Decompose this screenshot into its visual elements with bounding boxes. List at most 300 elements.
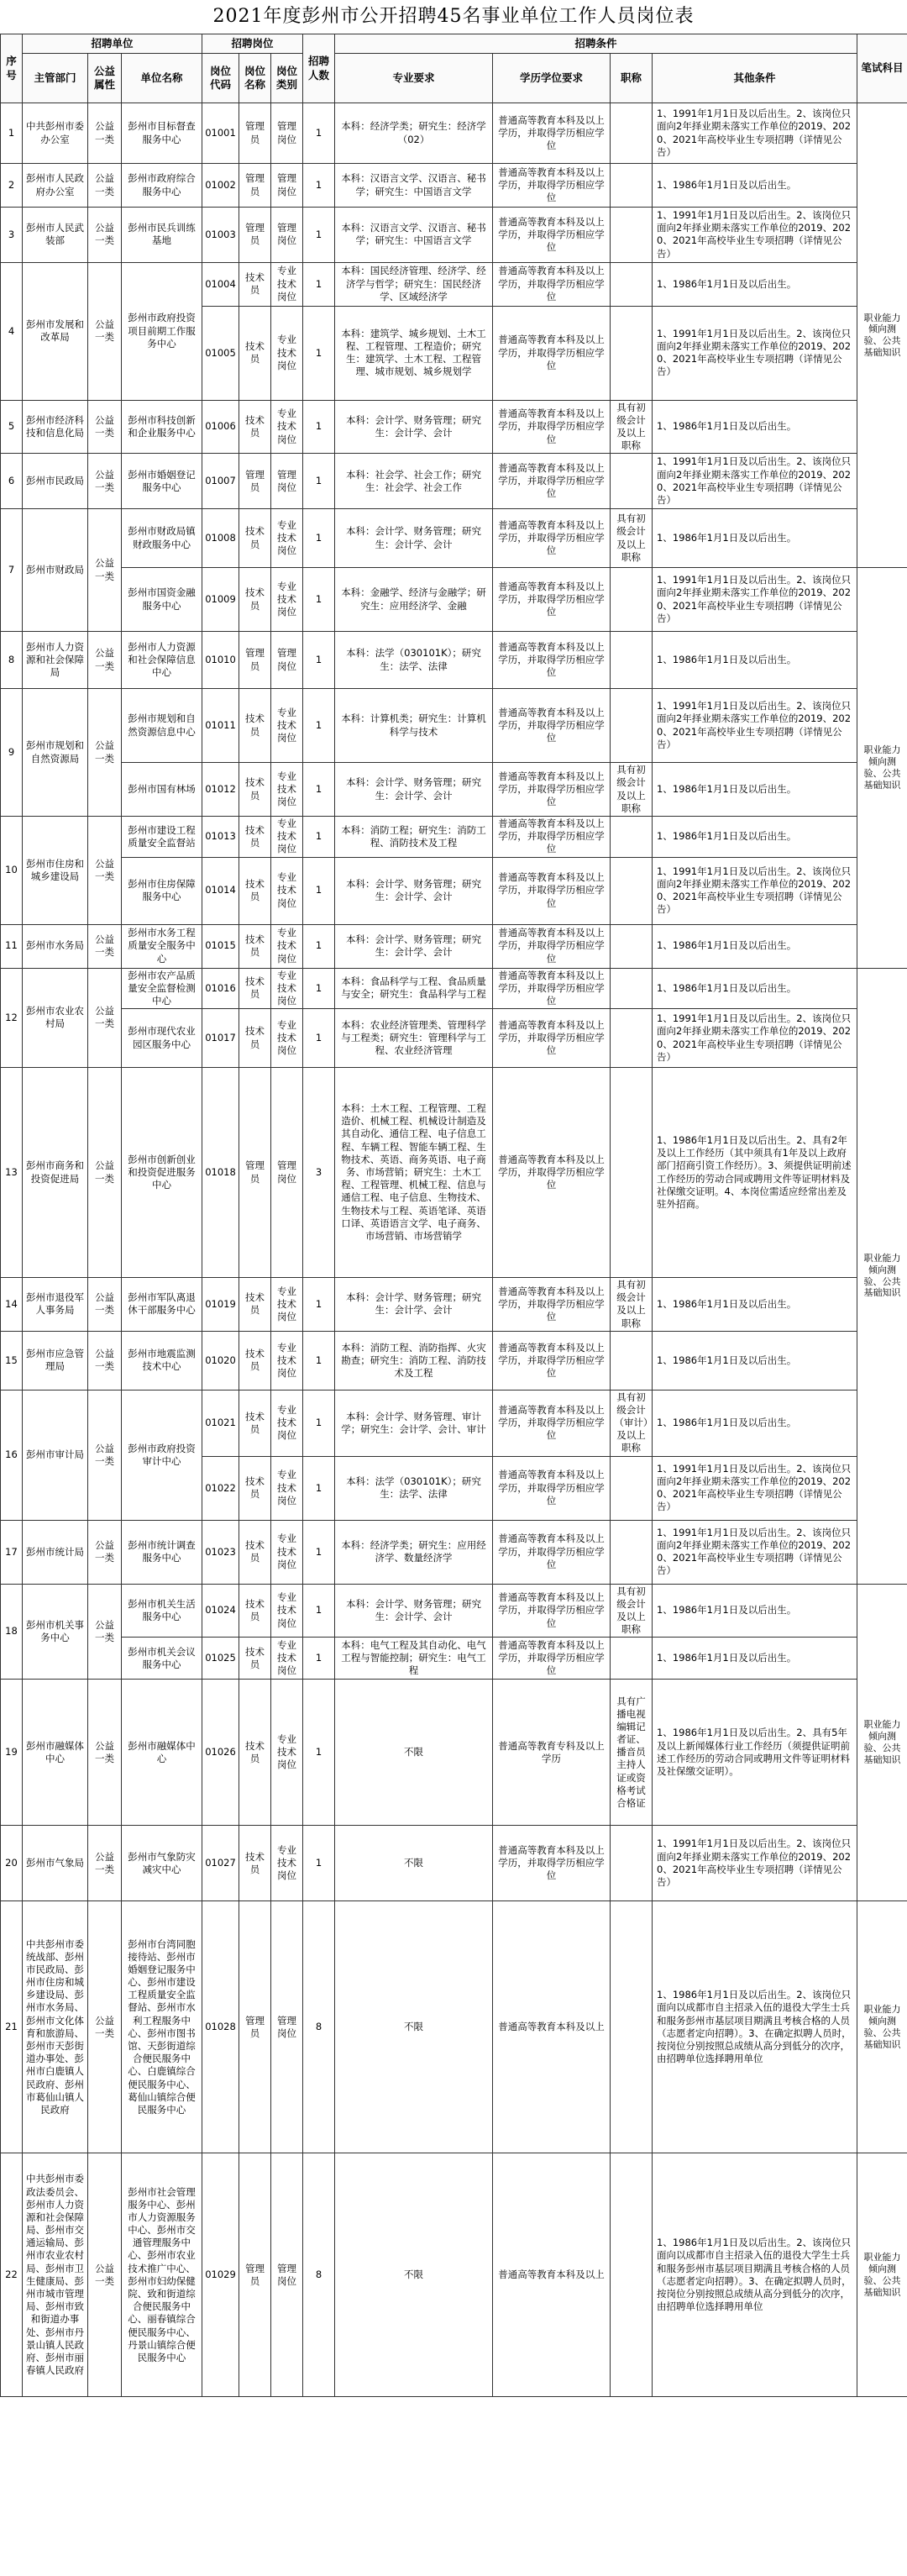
header-other: 其他条件 — [653, 54, 857, 103]
post-name-cell: 技术员 — [239, 568, 271, 632]
title-cell — [611, 1068, 653, 1278]
count-cell: 1 — [303, 1331, 335, 1390]
count-cell: 1 — [303, 924, 335, 968]
nature-cell: 公益一类 — [88, 817, 122, 925]
header-seq: 序号 — [1, 34, 23, 103]
title-cell — [611, 1901, 653, 2153]
count-cell: 1 — [303, 568, 335, 632]
post-code-cell: 01011 — [202, 689, 239, 763]
post-name-cell: 技术员 — [239, 689, 271, 763]
post-name-cell: 技术员 — [239, 1009, 271, 1068]
major-cell: 本科：经济学类；研究生：应用经济学、数量经济学 — [335, 1520, 493, 1584]
table-row — [1, 1584, 907, 1638]
recruitment-table — [0, 34, 907, 2397]
post-name-cell: 技术员 — [239, 763, 271, 817]
post-code-cell: 01006 — [202, 400, 239, 454]
other-cell: 1、1986年1月1日及以后出生。 — [653, 968, 857, 1009]
nature-cell: 公益一类 — [88, 262, 122, 400]
post-code-cell: 01009 — [202, 568, 239, 632]
post-type-cell: 专业技术岗位 — [271, 568, 303, 632]
post-name-cell: 技术员 — [239, 1680, 271, 1826]
nature-cell: 公益一类 — [88, 400, 122, 454]
seq-cell: 4 — [1, 262, 23, 400]
other-cell: 1、1986年1月1日及以后出生。 — [653, 164, 857, 208]
edu-cell: 普通高等教育本科及以上学历，并取得学历相应学位 — [493, 1390, 611, 1456]
table-row — [1, 568, 907, 632]
dept-cell: 中共彭州市委政法委员会、彭州市人力资源和社会保障局、彭州市交通运输局、彭州市农业农村局、彭州市卫生健康局、彭州市城市管理局、彭州市致和街道办事处、彭州市丹景山镇人民政府、彭州市丽春镇人民政府 — [23, 2153, 88, 2397]
count-cell: 1 — [303, 454, 335, 509]
edu-cell: 普通高等教育本科及以上学历，并取得学历相应学位 — [493, 924, 611, 968]
post-type-cell: 专业技术岗位 — [271, 306, 303, 400]
seq-cell: 14 — [1, 1278, 23, 1332]
dept-cell: 中共彭州市委办公室 — [23, 103, 88, 164]
unit-cell: 彭州市民兵训练基地 — [122, 208, 202, 263]
title-cell — [611, 262, 653, 306]
table-row — [1, 1068, 907, 1278]
dept-cell: 彭州市机关事务中心 — [23, 1584, 88, 1680]
seq-cell: 2 — [1, 164, 23, 208]
title-cell — [611, 1520, 653, 1584]
seq-cell: 22 — [1, 2153, 23, 2397]
unit-cell: 彭州市目标督查服务中心 — [122, 103, 202, 164]
post-name-cell: 技术员 — [239, 1331, 271, 1390]
edu-cell: 普通高等教育本科及以上学历，并取得学历相应学位 — [493, 1826, 611, 1901]
count-cell: 1 — [303, 509, 335, 568]
table-row — [1, 924, 907, 968]
unit-cell: 彭州市国资金融服务中心 — [122, 568, 202, 632]
title-cell — [611, 208, 653, 263]
count-cell: 3 — [303, 1068, 335, 1278]
unit-cell: 彭州市规划和自然资源信息中心 — [122, 689, 202, 763]
unit-cell: 彭州市军队离退休干部服务中心 — [122, 1278, 202, 1332]
table-row — [1, 1680, 907, 1826]
table-row — [1, 2153, 907, 2397]
count-cell: 1 — [303, 1278, 335, 1332]
nature-cell: 公益一类 — [88, 1520, 122, 1584]
unit-cell: 彭州市人力资源和社会保障信息中心 — [122, 632, 202, 689]
post-type-cell: 专业技术岗位 — [271, 1584, 303, 1638]
post-name-cell: 技术员 — [239, 1456, 271, 1520]
header-exam: 笔试科目 — [857, 34, 907, 103]
dept-cell: 彭州市应急管理局 — [23, 1331, 88, 1390]
nature-cell: 公益一类 — [88, 1584, 122, 1680]
table-row — [1, 1390, 907, 1456]
count-cell: 1 — [303, 689, 335, 763]
post-code-cell: 01019 — [202, 1278, 239, 1332]
major-cell: 本科：计算机类；研究生：计算机科学与技术 — [335, 689, 493, 763]
edu-cell: 普通高等教育本科及以上学历，并取得学历相应学位 — [493, 817, 611, 858]
dept-cell: 彭州市农业农村局 — [23, 968, 88, 1068]
post-type-cell: 管理岗位 — [271, 1068, 303, 1278]
table-row — [1, 1009, 907, 1068]
post-code-cell: 01023 — [202, 1520, 239, 1584]
post-code-cell: 01015 — [202, 924, 239, 968]
edu-cell: 普通高等教育本科及以上学历，并取得学历相应学位 — [493, 1068, 611, 1278]
table-row — [1, 763, 907, 817]
exam-cell: 职业能力倾向测验、公共基础知识 — [857, 968, 907, 1584]
post-code-cell: 01007 — [202, 454, 239, 509]
unit-cell: 彭州市政府投资审计中心 — [122, 1390, 202, 1520]
unit-cell: 彭州市机关生活服务中心 — [122, 1584, 202, 1638]
major-cell: 本科：食品科学与工程、食品质量与安全；研究生：食品科学与工程 — [335, 968, 493, 1009]
post-type-cell: 管理岗位 — [271, 2153, 303, 2397]
post-code-cell: 01017 — [202, 1009, 239, 1068]
title-cell — [611, 1009, 653, 1068]
dept-cell: 彭州市发展和改革局 — [23, 262, 88, 400]
unit-cell: 彭州市政府投资项目前期工作服务中心 — [122, 262, 202, 400]
post-name-cell: 管理员 — [239, 103, 271, 164]
edu-cell: 普通高等教育本科及以上学历，并取得学历相应学位 — [493, 509, 611, 568]
other-cell: 1、1991年1月1日及以后出生。2、该岗位只面向2年择业期未落实工作单位的2019、2020、2021年高校毕业生专项招聘（详情见公告） — [653, 568, 857, 632]
table-row — [1, 103, 907, 164]
title-cell — [611, 632, 653, 689]
other-cell: 1、1991年1月1日及以后出生。2、该岗位只面向2年择业期未落实工作单位的2019、2020、2021年高校毕业生专项招聘（详情见公告） — [653, 208, 857, 263]
count-cell: 1 — [303, 306, 335, 400]
post-code-cell: 01022 — [202, 1456, 239, 1520]
nature-cell: 公益一类 — [88, 632, 122, 689]
header-conditions: 招聘条件 — [335, 34, 857, 54]
nature-cell: 公益一类 — [88, 208, 122, 263]
unit-cell: 彭州市建设工程质量安全监督站 — [122, 817, 202, 858]
dept-cell: 彭州市统计局 — [23, 1520, 88, 1584]
seq-cell: 19 — [1, 1680, 23, 1826]
major-cell: 本科：会计学、财务管理、审计学；研究生：会计学、会计、审计 — [335, 1390, 493, 1456]
major-cell: 本科：社会学、社会工作；研究生：社会学、社会工作 — [335, 454, 493, 509]
edu-cell: 普通高等教育本科及以上学历，并取得学历相应学位 — [493, 1638, 611, 1680]
other-cell: 1、1986年1月1日及以后出生。2、该岗位只面向以成都市自主招录入伍的退役大学生士兵和服务彭州市基层项目期满且考核合格的人员（志愿者定向招聘）。3、在确定拟聘人员时，按岗位分别按照总成绩从高分到低分的次序，由招聘单位选择聘用单位 — [653, 1901, 857, 2153]
post-code-cell: 01003 — [202, 208, 239, 263]
unit-cell: 彭州市地震监测技术中心 — [122, 1331, 202, 1390]
post-code-cell: 01021 — [202, 1390, 239, 1456]
post-type-cell: 专业技术岗位 — [271, 924, 303, 968]
edu-cell: 普通高等教育本科及以上学历，并取得学历相应学位 — [493, 164, 611, 208]
header-edu: 学历学位要求 — [493, 54, 611, 103]
other-cell: 1、1986年1月1日及以后出生。2、具有5年及以上新闻媒体行业工作经历（须提供证明前述工作经历的劳动合同或聘用文件等证明材料及社保缴交证明）。 — [653, 1680, 857, 1826]
post-code-cell: 01016 — [202, 968, 239, 1009]
post-code-cell: 01018 — [202, 1068, 239, 1278]
post-name-cell: 管理员 — [239, 632, 271, 689]
title-cell — [611, 568, 653, 632]
major-cell: 本科：经济学类；研究生：经济学（02） — [335, 103, 493, 164]
post-type-cell: 管理岗位 — [271, 1901, 303, 2153]
other-cell: 1、1991年1月1日及以后出生。2、该岗位只面向2年择业期未落实工作单位的2019、2020、2021年高校毕业生专项招聘（详情见公告） — [653, 689, 857, 763]
dept-cell: 彭州市规划和自然资源局 — [23, 689, 88, 817]
header-major: 专业要求 — [335, 54, 493, 103]
post-name-cell: 技术员 — [239, 306, 271, 400]
post-code-cell: 01020 — [202, 1331, 239, 1390]
other-cell: 1、1991年1月1日及以后出生。2、该岗位只面向2年择业期未落实工作单位的2019、2020、2021年高校毕业生专项招聘（详情见公告） — [653, 857, 857, 924]
table-body — [1, 103, 907, 2397]
exam-cell: 职业能力倾向测验、公共基础知识 — [857, 1584, 907, 1901]
count-cell: 1 — [303, 763, 335, 817]
header-count: 招聘人数 — [303, 34, 335, 103]
edu-cell: 普通高等教育本科及以上 — [493, 1901, 611, 2153]
title-cell: 具有广播电视编辑记者证、播音员主持人证或资格考试合格证 — [611, 1680, 653, 1826]
major-cell: 本科：会计学、财务管理；研究生：会计学、会计 — [335, 1278, 493, 1332]
seq-cell: 17 — [1, 1520, 23, 1584]
table-row — [1, 1331, 907, 1390]
exam-cell: 职业能力倾向测验、公共基础知识 — [857, 2153, 907, 2397]
dept-cell: 彭州市水务局 — [23, 924, 88, 968]
seq-cell: 21 — [1, 1901, 23, 2153]
table-row — [1, 632, 907, 689]
other-cell: 1、1986年1月1日及以后出生。 — [653, 262, 857, 306]
other-cell: 1、1986年1月1日及以后出生。 — [653, 509, 857, 568]
post-code-cell: 01008 — [202, 509, 239, 568]
count-cell: 1 — [303, 164, 335, 208]
major-cell: 本科：土木工程、工程管理、工程造价、机械工程、机械设计制造及其自动化、通信工程、电子信息工程、车辆工程、智能车辆工程、生物技术、英语、商务英语、电子商务、市场营销；研究生：土木工程、工程管理、机械工程、信息与通信工程、电子信息、生物技术、生物技术与工程、英语笔译、英语口译、英语语言文学、电子商务、市场营销、市场营销学 — [335, 1068, 493, 1278]
major-cell: 本科：农业经济管理类、管理科学与工程类；研究生：管理科学与工程、农业经济管理 — [335, 1009, 493, 1068]
table-row — [1, 454, 907, 509]
post-type-cell: 管理岗位 — [271, 103, 303, 164]
count-cell: 1 — [303, 1826, 335, 1901]
dept-cell: 彭州市退役军人事务局 — [23, 1278, 88, 1332]
other-cell: 1、1986年1月1日及以后出生。 — [653, 1638, 857, 1680]
post-type-cell: 专业技术岗位 — [271, 1009, 303, 1068]
post-code-cell: 01026 — [202, 1680, 239, 1826]
table-row — [1, 968, 907, 1009]
unit-cell: 彭州市融媒体中心 — [122, 1680, 202, 1826]
title-cell — [611, 454, 653, 509]
edu-cell: 普通高等教育本科及以上学历，并取得学历相应学位 — [493, 568, 611, 632]
page-title: 2021年度彭州市公开招聘45名事业单位工作人员岗位表 — [212, 6, 695, 27]
post-name-cell: 管理员 — [239, 1901, 271, 2153]
count-cell: 1 — [303, 1638, 335, 1680]
unit-cell: 彭州市农产品质量安全监督检测中心 — [122, 968, 202, 1009]
edu-cell: 普通高等教育本科及以上学历，并取得学历相应学位 — [493, 968, 611, 1009]
title-cell: 具有初级会计及以上职称 — [611, 509, 653, 568]
dept-cell: 彭州市融媒体中心 — [23, 1680, 88, 1826]
post-name-cell: 技术员 — [239, 1826, 271, 1901]
other-cell: 1、1986年1月1日及以后出生。 — [653, 924, 857, 968]
major-cell: 不限 — [335, 1826, 493, 1901]
post-code-cell: 01004 — [202, 262, 239, 306]
seq-cell: 13 — [1, 1068, 23, 1278]
post-name-cell: 技术员 — [239, 262, 271, 306]
post-code-cell: 01002 — [202, 164, 239, 208]
table-row — [1, 857, 907, 924]
post-code-cell: 01014 — [202, 857, 239, 924]
post-name-cell: 技术员 — [239, 1520, 271, 1584]
dept-cell: 彭州市审计局 — [23, 1390, 88, 1520]
nature-cell: 公益一类 — [88, 509, 122, 632]
other-cell: 1、1991年1月1日及以后出生。2、该岗位只面向2年择业期未落实工作单位的2019、2020、2021年高校毕业生专项招聘（详情见公告） — [653, 1009, 857, 1068]
major-cell: 本科：会计学、财务管理；研究生：会计学、会计 — [335, 509, 493, 568]
title-cell — [611, 924, 653, 968]
post-name-cell: 管理员 — [239, 1068, 271, 1278]
post-code-cell: 01001 — [202, 103, 239, 164]
unit-cell: 彭州市现代农业园区服务中心 — [122, 1009, 202, 1068]
major-cell: 本科：会计学、财务管理；研究生：会计学、会计 — [335, 857, 493, 924]
count-cell: 1 — [303, 817, 335, 858]
post-code-cell: 01010 — [202, 632, 239, 689]
post-type-cell: 专业技术岗位 — [271, 400, 303, 454]
seq-cell: 6 — [1, 454, 23, 509]
post-code-cell: 01013 — [202, 817, 239, 858]
post-type-cell: 专业技术岗位 — [271, 1638, 303, 1680]
post-type-cell: 专业技术岗位 — [271, 857, 303, 924]
title-cell: 具有初级会计（审计）及以上职称 — [611, 1390, 653, 1456]
header-nature: 公益属性 — [88, 54, 122, 103]
post-name-cell: 技术员 — [239, 817, 271, 858]
header-dept: 主管部门 — [23, 54, 88, 103]
major-cell: 本科：金融学、经济与金融学；研究生：应用经济学、金融 — [335, 568, 493, 632]
post-name-cell: 管理员 — [239, 454, 271, 509]
unit-cell: 彭州市水务工程质量安全服务中心 — [122, 924, 202, 968]
header-post-name: 岗位名称 — [239, 54, 271, 103]
title-cell — [611, 1456, 653, 1520]
count-cell: 8 — [303, 2153, 335, 2397]
dept-cell: 彭州市住房和城乡建设局 — [23, 817, 88, 925]
dept-cell: 彭州市人民政府办公室 — [23, 164, 88, 208]
other-cell: 1、1991年1月1日及以后出生。2、该岗位只面向2年择业期未落实工作单位的2019、2020、2021年高校毕业生专项招聘（详情见公告） — [653, 454, 857, 509]
count-cell: 1 — [303, 208, 335, 263]
unit-cell: 彭州市科技创新和企业服务中心 — [122, 400, 202, 454]
unit-cell: 彭州市财政局镇财政服务中心 — [122, 509, 202, 568]
post-type-cell: 专业技术岗位 — [271, 763, 303, 817]
seq-cell: 15 — [1, 1331, 23, 1390]
major-cell: 本科：法学（030101K）；研究生：法学、法律 — [335, 632, 493, 689]
count-cell: 1 — [303, 103, 335, 164]
title-cell — [611, 164, 653, 208]
count-cell: 1 — [303, 262, 335, 306]
count-cell: 1 — [303, 1584, 335, 1638]
edu-cell: 普通高等教育本科及以上学历，并取得学历相应学位 — [493, 689, 611, 763]
dept-cell: 彭州市气象局 — [23, 1826, 88, 1901]
title-cell: 具有初级会计及以上职称 — [611, 1278, 653, 1332]
post-name-cell: 技术员 — [239, 968, 271, 1009]
nature-cell: 公益一类 — [88, 1331, 122, 1390]
other-cell: 1、1991年1月1日及以后出生。2、该岗位只面向2年择业期未落实工作单位的2019、2020、2021年高校毕业生专项招聘（详情见公告） — [653, 306, 857, 400]
seq-cell: 3 — [1, 208, 23, 263]
nature-cell: 公益一类 — [88, 1278, 122, 1332]
unit-cell: 彭州市台湾同胞接待站、彭州市婚姻登记服务中心、彭州市建设工程质量安全监督站、彭州市水利工程服务中心、彭州市图书馆、天彭街道综合便民服务中心、白鹿镇综合便民服务中心、葛仙山镇综合便民服务中心 — [122, 1901, 202, 2153]
edu-cell: 普通高等教育本科及以上学历，并取得学历相应学位 — [493, 763, 611, 817]
edu-cell: 普通高等教育本科及以上学历，并取得学历相应学位 — [493, 262, 611, 306]
seq-cell: 20 — [1, 1826, 23, 1901]
edu-cell: 普通高等教育本科及以上学历，并取得学历相应学位 — [493, 400, 611, 454]
nature-cell: 公益一类 — [88, 2153, 122, 2397]
title-cell — [611, 968, 653, 1009]
seq-cell: 11 — [1, 924, 23, 968]
edu-cell: 普通高等教育本科及以上学历，并取得学历相应学位 — [493, 1009, 611, 1068]
table-row — [1, 208, 907, 263]
major-cell: 本科：会计学、财务管理；研究生：会计学、会计 — [335, 763, 493, 817]
major-cell: 本科：会计学、财务管理；研究生：会计学、会计 — [335, 924, 493, 968]
table-row — [1, 1520, 907, 1584]
post-code-cell: 01029 — [202, 2153, 239, 2397]
other-cell: 1、1986年1月1日及以后出生。 — [653, 763, 857, 817]
seq-cell: 16 — [1, 1390, 23, 1520]
exam-cell: 职业能力倾向测验、公共基础知识 — [857, 103, 907, 568]
seq-cell: 10 — [1, 817, 23, 925]
other-cell: 1、1986年1月1日及以后出生。 — [653, 1584, 857, 1638]
unit-cell: 彭州市国有林场 — [122, 763, 202, 817]
count-cell: 1 — [303, 1456, 335, 1520]
post-code-cell: 01028 — [202, 1901, 239, 2153]
header-unit: 单位名称 — [122, 54, 202, 103]
nature-cell: 公益一类 — [88, 1826, 122, 1901]
edu-cell: 普通高等教育本科及以上学历，并取得学历相应学位 — [493, 208, 611, 263]
title-cell — [611, 103, 653, 164]
seq-cell: 1 — [1, 103, 23, 164]
seq-cell: 5 — [1, 400, 23, 454]
post-name-cell: 管理员 — [239, 208, 271, 263]
post-name-cell: 技术员 — [239, 924, 271, 968]
count-cell: 1 — [303, 1009, 335, 1068]
table-row — [1, 817, 907, 858]
edu-cell: 普通高等教育本科及以上学历，并取得学历相应学位 — [493, 103, 611, 164]
unit-cell: 彭州市机关会议服务中心 — [122, 1638, 202, 1680]
edu-cell: 普通高等教育本科及以上学历，并取得学历相应学位 — [493, 1584, 611, 1638]
post-name-cell: 技术员 — [239, 1390, 271, 1456]
post-type-cell: 管理岗位 — [271, 454, 303, 509]
seq-cell: 8 — [1, 632, 23, 689]
title-cell — [611, 2153, 653, 2397]
other-cell: 1、1986年1月1日及以后出生。 — [653, 817, 857, 858]
nature-cell: 公益一类 — [88, 1901, 122, 2153]
post-name-cell: 技术员 — [239, 1584, 271, 1638]
nature-cell: 公益一类 — [88, 103, 122, 164]
unit-cell: 彭州市住房保障服务中心 — [122, 857, 202, 924]
seq-cell: 9 — [1, 689, 23, 817]
nature-cell: 公益一类 — [88, 164, 122, 208]
major-cell: 不限 — [335, 1901, 493, 2153]
other-cell: 1、1991年1月1日及以后出生。2、该岗位只面向2年择业期未落实工作单位的2019、2020、2021年高校毕业生专项招聘（详情见公告） — [653, 1520, 857, 1584]
major-cell: 本科：汉语言文学、汉语言、秘书学；研究生：中国语言文学 — [335, 208, 493, 263]
major-cell: 本科：消防工程、消防指挥、火灾勘查；研究生：消防工程、消防技术及工程 — [335, 1331, 493, 1390]
major-cell: 本科：会计学、财务管理；研究生：会计学、会计 — [335, 400, 493, 454]
title-cell: 具有初级会计及以上职称 — [611, 763, 653, 817]
other-cell: 1、1986年1月1日及以后出生。2、具有2年及以上工作经历（其中须具有1年及以上政府部门招商引资工作经历）。3、须提供证明前述工作经历的劳动合同或聘用文件等证明材料及社保缴交证明。4、本岗位需适应经常出差及驻外招商。 — [653, 1068, 857, 1278]
post-type-cell: 专业技术岗位 — [271, 509, 303, 568]
other-cell: 1、1986年1月1日及以后出生。 — [653, 1390, 857, 1456]
table-row — [1, 1638, 907, 1680]
dept-cell: 彭州市经济科技和信息化局 — [23, 400, 88, 454]
unit-cell: 彭州市政府综合服务中心 — [122, 164, 202, 208]
post-name-cell: 技术员 — [239, 400, 271, 454]
table-row — [1, 164, 907, 208]
edu-cell: 普通高等教育本科及以上学历，并取得学历相应学位 — [493, 632, 611, 689]
title-cell: 具有初级会计及以上职称 — [611, 1584, 653, 1638]
header-title: 职称 — [611, 54, 653, 103]
count-cell: 1 — [303, 400, 335, 454]
dept-cell: 中共彭州市委统战部、彭州市民政局、彭州市住房和城乡建设局、彭州市水务局、彭州市文化体育和旅游局、彭州市天彭街道办事处、彭州市白鹿镇人民政府、彭州市葛仙山镇人民政府 — [23, 1901, 88, 2153]
post-name-cell: 技术员 — [239, 1278, 271, 1332]
nature-cell: 公益一类 — [88, 1390, 122, 1520]
post-type-cell: 专业技术岗位 — [271, 689, 303, 763]
other-cell: 1、1991年1月1日及以后出生。2、该岗位只面向2年择业期未落实工作单位的2019、2020、2021年高校毕业生专项招聘（详情见公告） — [653, 1456, 857, 1520]
post-type-cell: 专业技术岗位 — [271, 1826, 303, 1901]
post-name-cell: 管理员 — [239, 2153, 271, 2397]
edu-cell: 普通高等教育本科及以上学历，并取得学历相应学位 — [493, 857, 611, 924]
header-code: 岗位代码 — [202, 54, 239, 103]
post-name-cell: 技术员 — [239, 1638, 271, 1680]
edu-cell: 普通高等教育本科及以上学历，并取得学历相应学位 — [493, 1331, 611, 1390]
nature-cell: 公益一类 — [88, 1680, 122, 1826]
nature-cell: 公益一类 — [88, 689, 122, 817]
seq-cell: 12 — [1, 968, 23, 1068]
major-cell: 本科：汉语言文学、汉语言、秘书学；研究生：中国语言文学 — [335, 164, 493, 208]
other-cell: 1、1986年1月1日及以后出生。 — [653, 1278, 857, 1332]
post-code-cell: 01012 — [202, 763, 239, 817]
edu-cell: 普通高等教育专科及以上学历 — [493, 1680, 611, 1826]
edu-cell: 普通高等教育本科及以上 — [493, 2153, 611, 2397]
post-type-cell: 专业技术岗位 — [271, 262, 303, 306]
post-type-cell: 专业技术岗位 — [271, 1520, 303, 1584]
unit-cell: 彭州市统计调查服务中心 — [122, 1520, 202, 1584]
exam-cell: 职业能力倾向测验、公共基础知识 — [857, 1901, 907, 2153]
